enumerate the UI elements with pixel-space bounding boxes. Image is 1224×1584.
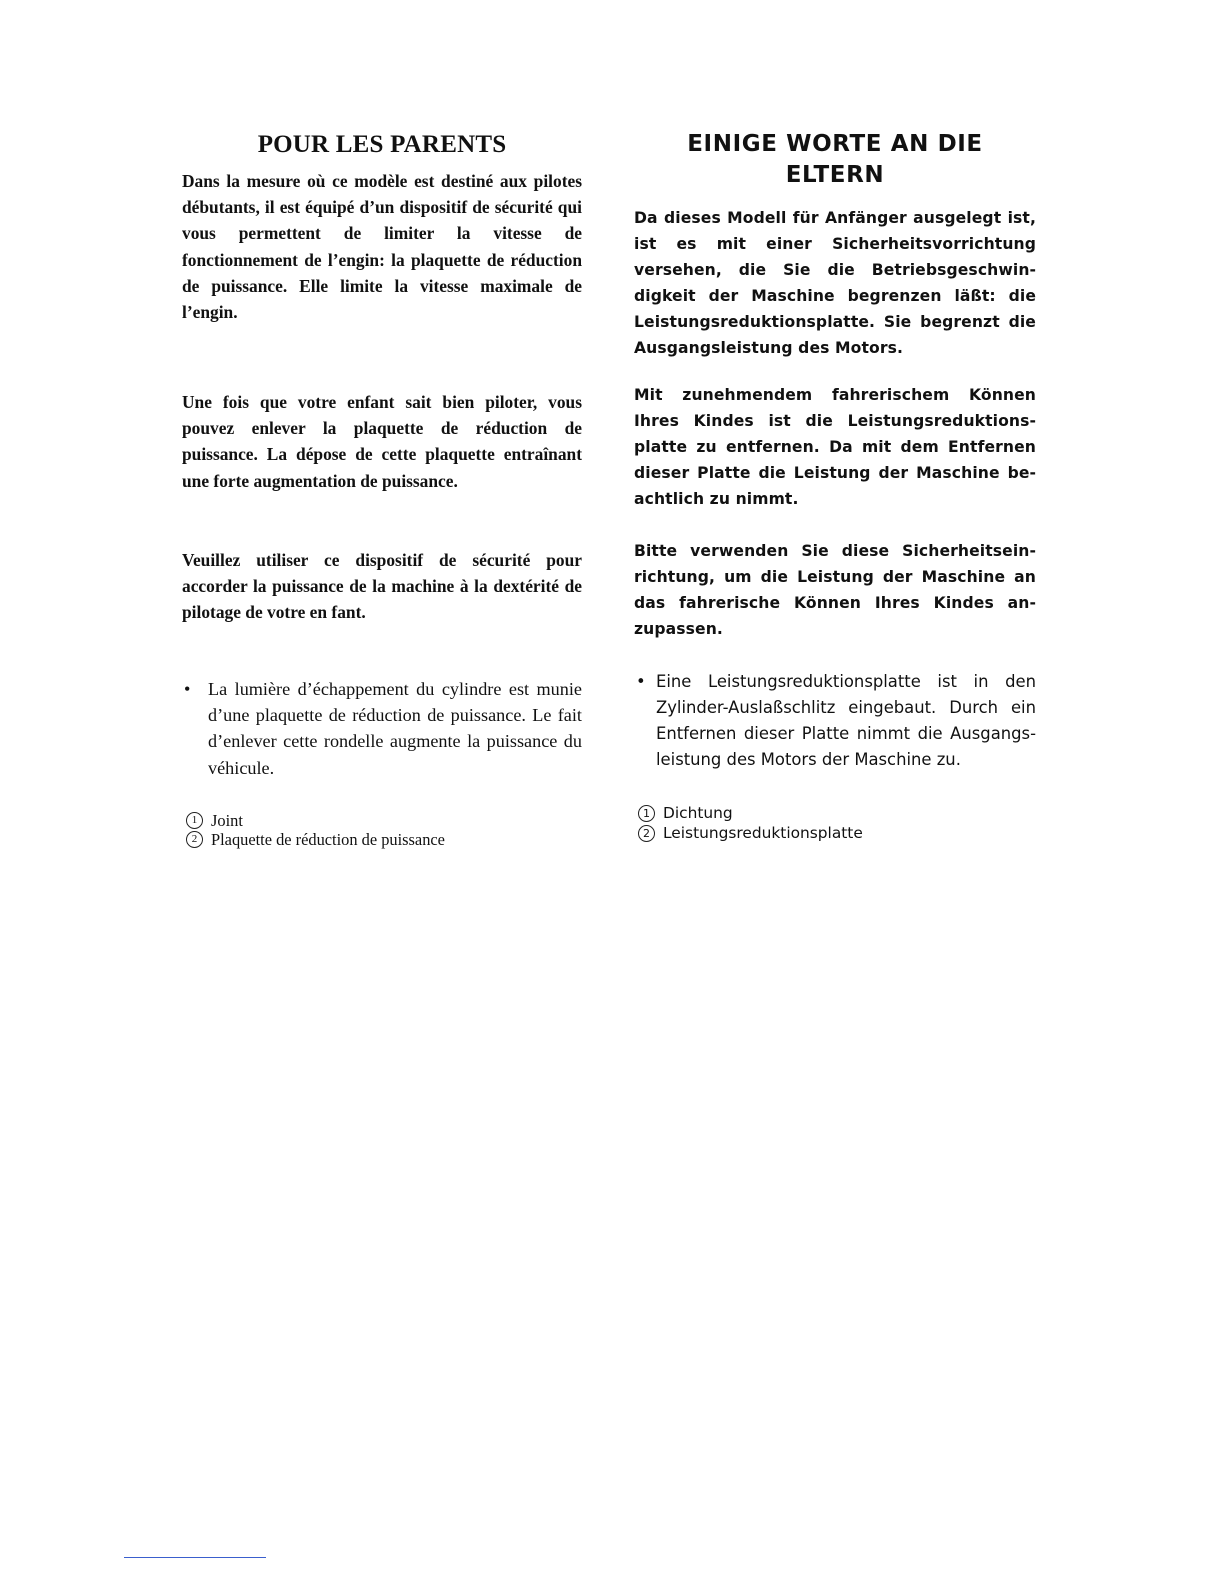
- german-paragraph-3: Bitte verwenden Sie diese Sicherheitseinrichtung, um die Leistung der Maschine an das fahrerische Können Ihres Kindes anzupassen.: [634, 542, 1036, 638]
- german-legend-label-2: Leistungsreduktionsplatte: [663, 824, 863, 842]
- footer-divider: [124, 1557, 266, 1558]
- circled-number-2-icon: 2: [186, 831, 203, 848]
- german-paragraph-1: Da dieses Modell für Anfänger ausgelegt ist, ist es mit einer Sicherheitsvorrichtung versehen, die Sie die Betriebsgeschwindigkeit der Maschine begrenzen läßt: die Leistungsreduktionsplatte. Sie begrenzt die Ausgangsleistung des Motors.: [634, 209, 1036, 357]
- circled-number-1-icon: 1: [186, 812, 203, 829]
- french-legend-item-2: [182, 830, 582, 849]
- german-legend-label-1: Dichtung: [663, 804, 733, 822]
- german-legend-item-1: [634, 803, 1036, 823]
- german-legend: [634, 803, 1036, 843]
- german-bullet-text: Eine Leistungsreduktionsplatte ist in den Zylinder-Auslaßschlitz eingebaut. Durch ein Entfernen dieser Platte nimmt die Ausgangsleistung des Motors der Maschine zu.: [656, 672, 1036, 769]
- circled-number-2-icon: 2: [638, 825, 655, 842]
- german-bullet-item: [634, 669, 1036, 773]
- french-bullet-item: [182, 676, 582, 781]
- german-paragraph-2: Mit zunehmendem fahrerischem Können Ihres Kindes ist die Leistungsreduktionsplatte zu entfernen. Da mit dem Entfernen dieser Platte die Leistung der Maschine beachtlich zu nimmt.: [634, 386, 1036, 508]
- french-legend: [182, 811, 582, 849]
- german-legend-item-2: [634, 823, 1036, 843]
- german-heading: EINIGE WORTE AN DIE ELTERN: [687, 131, 983, 188]
- bullet-dot-icon: •: [184, 679, 191, 699]
- french-paragraph-2: Une fois que votre enfant sait bien piloter, vous pouvez enlever la plaquette de réduction de puissance. La dépose de cette plaquette entraînant une forte augmentation de puissance.: [182, 392, 582, 491]
- french-legend-label-1: Joint: [211, 811, 243, 830]
- bullet-dot-icon: •: [636, 672, 646, 691]
- french-bullet-text: La lumière d’échappement du cylindre est munie d’une plaquette de réduction de puissance. Le fait d’enlever cette rondelle augmente la puissance du véhicule.: [208, 679, 582, 778]
- french-paragraph-3: Veuillez utiliser ce dispositif de sécurité pour accorder la puissance de la machine à la dextérité de pilotage de votre en fant.: [182, 550, 582, 623]
- french-paragraph-1: Dans la mesure où ce modèle est destiné aux pilotes débutants, il est équipé d’un dispositif de sécurité qui vous permettent de limiter la vitesse de fonctionnement de l’engin: la plaquette de réduction de puissance. Elle limite la vitesse maximale de l’engin.: [182, 171, 582, 323]
- french-legend-item-1: [182, 811, 582, 830]
- french-heading: POUR LES PARENTS: [257, 131, 507, 158]
- french-legend-label-2: Plaquette de réduction de puissance: [211, 830, 445, 849]
- circled-number-1-icon: 1: [638, 805, 655, 822]
